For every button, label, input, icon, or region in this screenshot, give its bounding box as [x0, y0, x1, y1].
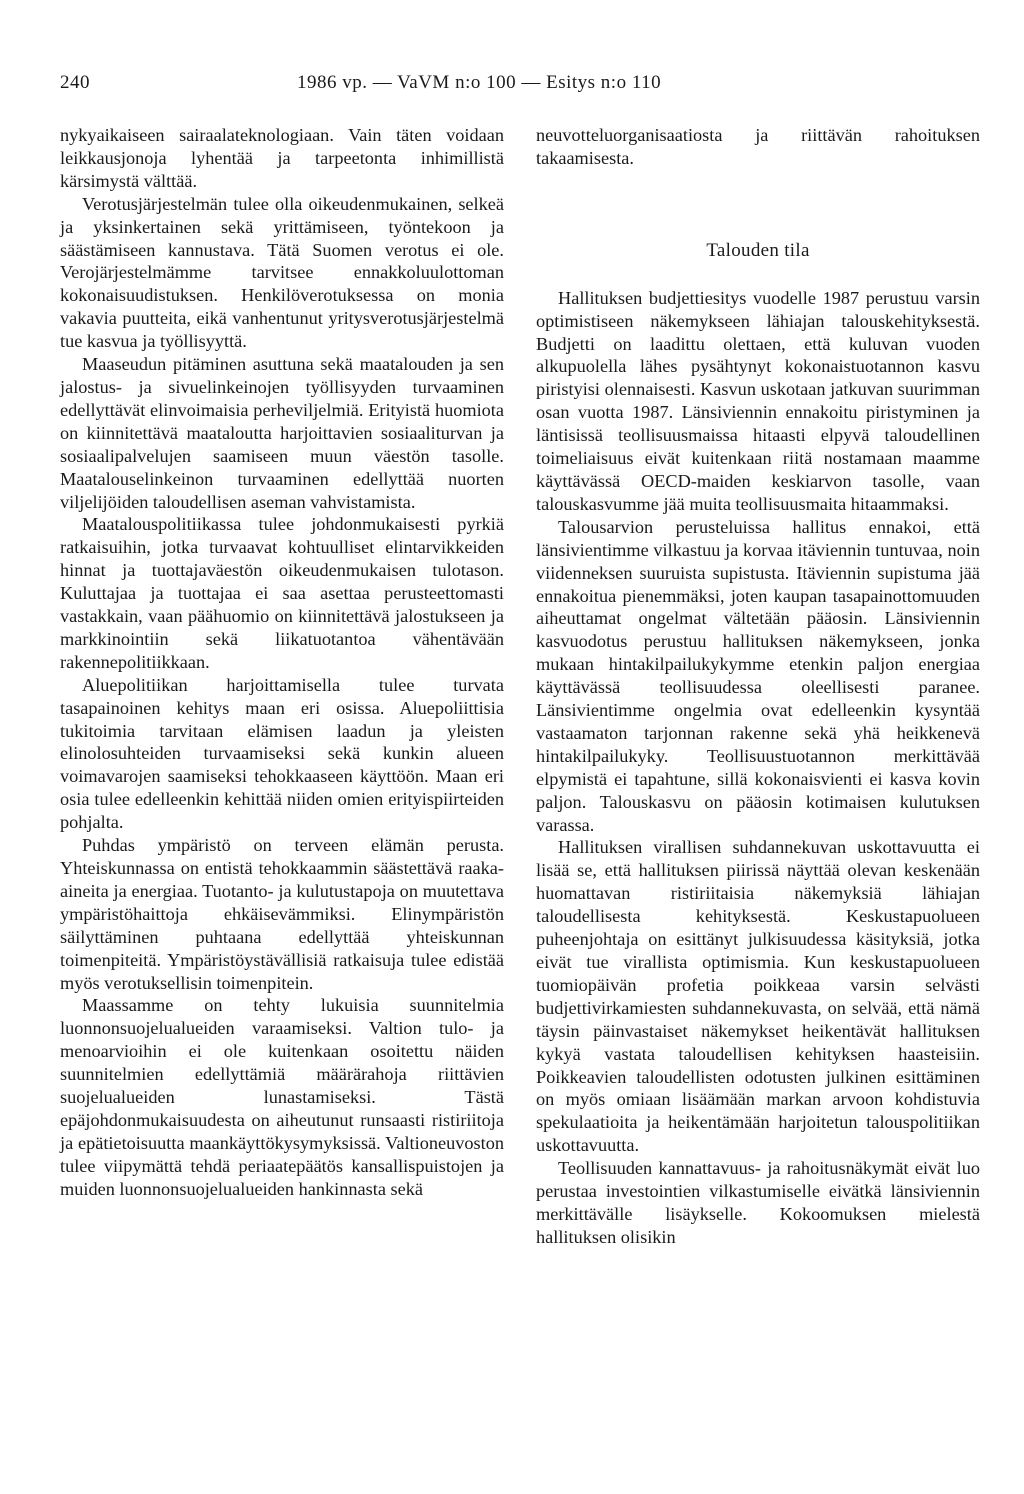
- right-column: [536, 124, 980, 1249]
- section-heading: Talouden tila: [706, 239, 810, 261]
- left-column: [60, 124, 504, 1201]
- page-number: 240: [60, 72, 90, 93]
- paragraph: Aluepolitiikan harjoittamisella tulee turvata tasapainoinen kehitys maan eri osissa. Aluepoliittisia tukitoimia tarvitaan elämisen laadun ja yleisten elinolosuhteiden turvaamiseksi sekä kunkin alueen voimavarojen saamiseksi tehokkaaseen käyttöön. Maan eri osia tulee edelleenkin kehittää niiden omien erityispiirteiden pohjalta.: [60, 674, 504, 833]
- paragraph: Maatalouspolitiikassa tulee johdonmukaisesti pyrkiä ratkaisuihin, jotka turvaavat kohtuulliset elintarvikkeiden hinnat ja tuottajaväestön oikeudenmukaisen tulotason. Kuluttajaa ja tuottajaa ei saa asettaa perusteettomasti vastakkain, vaan päähuomio on kiinnitettävä jalostukseen ja markkinointiin sekä liikatuotantoa vähentävään rakennepolitiikkaan.: [60, 514, 504, 672]
- paragraph: Verotusjärjestelmän tulee olla oikeudenmukainen, selkeä ja yksinkertainen sekä yrittämiseen, työntekoon ja säästämiseen kannustava. Tätä Suomen verotus ei ole. Verojärjestelmämme tarvitsee ennakkoluulottoman kokonaisuudistuksen. Henkilöverotuksessa on monia vakavia puutteita, eikä vanhentunut yritysverotusjärjestelmä tue kasvua ja työllisyyttä.: [60, 193, 504, 352]
- paragraph: nykyaikaiseen sairaalateknologiaan. Vain täten voidaan leikkausjonoja lyhentää ja tarpeetonta inhimillistä kärsimystä välttää.: [60, 125, 504, 191]
- paragraph: Puhdas ympäristö on terveen elämän perusta. Yhteiskunnassa on entistä tehokkaammin säästettävä raaka-aineita ja energiaa. Tuotanto- ja kulutustapoja on muutettava ympäristöhaittoja ehkäisevämmiksi. Elinympäristön säilyttäminen puhtaana edellyttää yhteiskunnan toimenpiteitä. Ympäristöystävällisiä ratkaisuja tulee edistää myös verotuksellisin toimenpitein.: [60, 835, 504, 993]
- paragraph: Talousarvion perusteluissa hallitus ennakoi, että länsivientimme vilkastuu ja korvaa itäviennin tuntuvaa, noin viidenneksen suuruista supistusta. Itäviennin supistuma jää ennakoitua pienemmäksi, joten kaupan tasapainottomuuden aiheuttamat ongelmat vältetään pääosin. Länsiviennin kasvuodotus perustuu hallituksen näkemykseen, jonka mukaan hintakilpailukykymme etenkin paljon energiaa käyttävässä teollisuudessa oleellisesti paranee. Länsivientimme ongelmia ovat edelleenkin kysyntää vastaamaton tarjonnan rakenne sekä yhä heikkenevä hintakilpailukyky. Teollisuustuotannon merkittävää elpymistä ei tapahtune, sillä kokonaisvienti ei kasva kovin paljon. Talouskasvu on pääosin kotimaisen kulutuksen varassa.: [536, 516, 980, 835]
- paragraph: Teollisuuden kannattavuus- ja rahoitusnäkymät eivät luo perustaa investointien vilkastumiselle eivätkä länsiviennin merkittävälle lisäykselle. Kokoomuksen mielestä hallituksen olisikin: [536, 1158, 980, 1247]
- paragraph: Maaseudun pitäminen asuttuna sekä maatalouden ja sen jalostus- ja sivuelinkeinojen työllisyyden turvaaminen edellyttävät elinvoimaisia perheviljelmiä. Erityistä huomiota on kiinnitettävä maataloutta harjoittavien sosiaaliturvan ja sosiaalipalvelujen saamiseen muun väestön tasolle. Maatalouselinkeinon turvaaminen edellyttää nuorten viljelijöiden taloudellisen aseman vahvistamista.: [60, 354, 504, 512]
- page-header: [60, 72, 980, 100]
- paragraph: Hallituksen budjettiesitys vuodelle 1987 perustuu varsin optimistiseen näkemykseen lähiajan talouskehityksestä. Budjetti on laadittu olettaen, että kuluvan vuoden alkupuolella lähes pysähtynyt kokonaistuotannon kasvu piristyisi olennaisesti. Kasvun uskotaan jatkuvan suurimman osan vuotta 1987. Länsiviennin ennakoitu piristyminen ja läntisissä teollisuusmaissa hitaasti elpyvä taloudellinen toimeliaisuus eivät kuitenkaan riitä nostamaan maamme käyttävässä OECD-maiden keskiarvon tasolle, vaan talouskasvumme jää muita teollisuusmaita hitaammaksi.: [536, 287, 980, 514]
- paragraph: Maassamme on tehty lukuisia suunnitelmia luonnonsuojelualueiden varaamiseksi. Valtion tulo- ja menoarvioihin ei ole kuitenkaan osoitettu näiden suunnitelmien edellyttämiä määrärahoja riittävien suojelualueiden lunastamiseksi. Tästä epäjohdonmukaisuudesta on aiheutunut runsaasti ristiriitoja ja epätietoisuutta maankäyttökysymyksissä. Valtioneuvoston tulee viipymättä tehdä periaatepäätös kansallispuistojen ja muiden luonnonsuojelualueiden hankinnasta sekä: [60, 995, 504, 1199]
- paragraph: Hallituksen virallisen suhdannekuvan uskottavuutta ei lisää se, että hallituksen piirissä näyttää olevan keskenään huomattavan ristiriitaisia näkemyksiä lähiajan taloudellisesta kehityksestä. Keskustapuolueen puheenjohtaja on esittänyt julkisuudessa käsityksiä, jotka eivät tue virallista optimismia. Kun keskustapuolueen tuomiopäivän profetia poikkeaa varsin selvästi budjettivirkamiesten suhdannekuvasta, on selvää, että nämä täysin päinvastaiset näkemykset heikentävät hallituksen kykyä vastata taloudellisen kehityksen haasteisiin. Poikkeavien taloudellisten odotusten julkinen esittäminen on myös omiaan lisäämään markan arvoon kohdistuvia spekulaatioita ja heikentämään harjoitetun talouspolitiikan uskottavuutta.: [536, 837, 980, 1156]
- paragraph-continuation: neuvotteluorganisaatiosta ja riittävän rahoituksen takaamisesta.: [536, 125, 980, 168]
- running-head: 1986 vp. — VaVM n:o 100 — Esitys n:o 110: [297, 72, 662, 93]
